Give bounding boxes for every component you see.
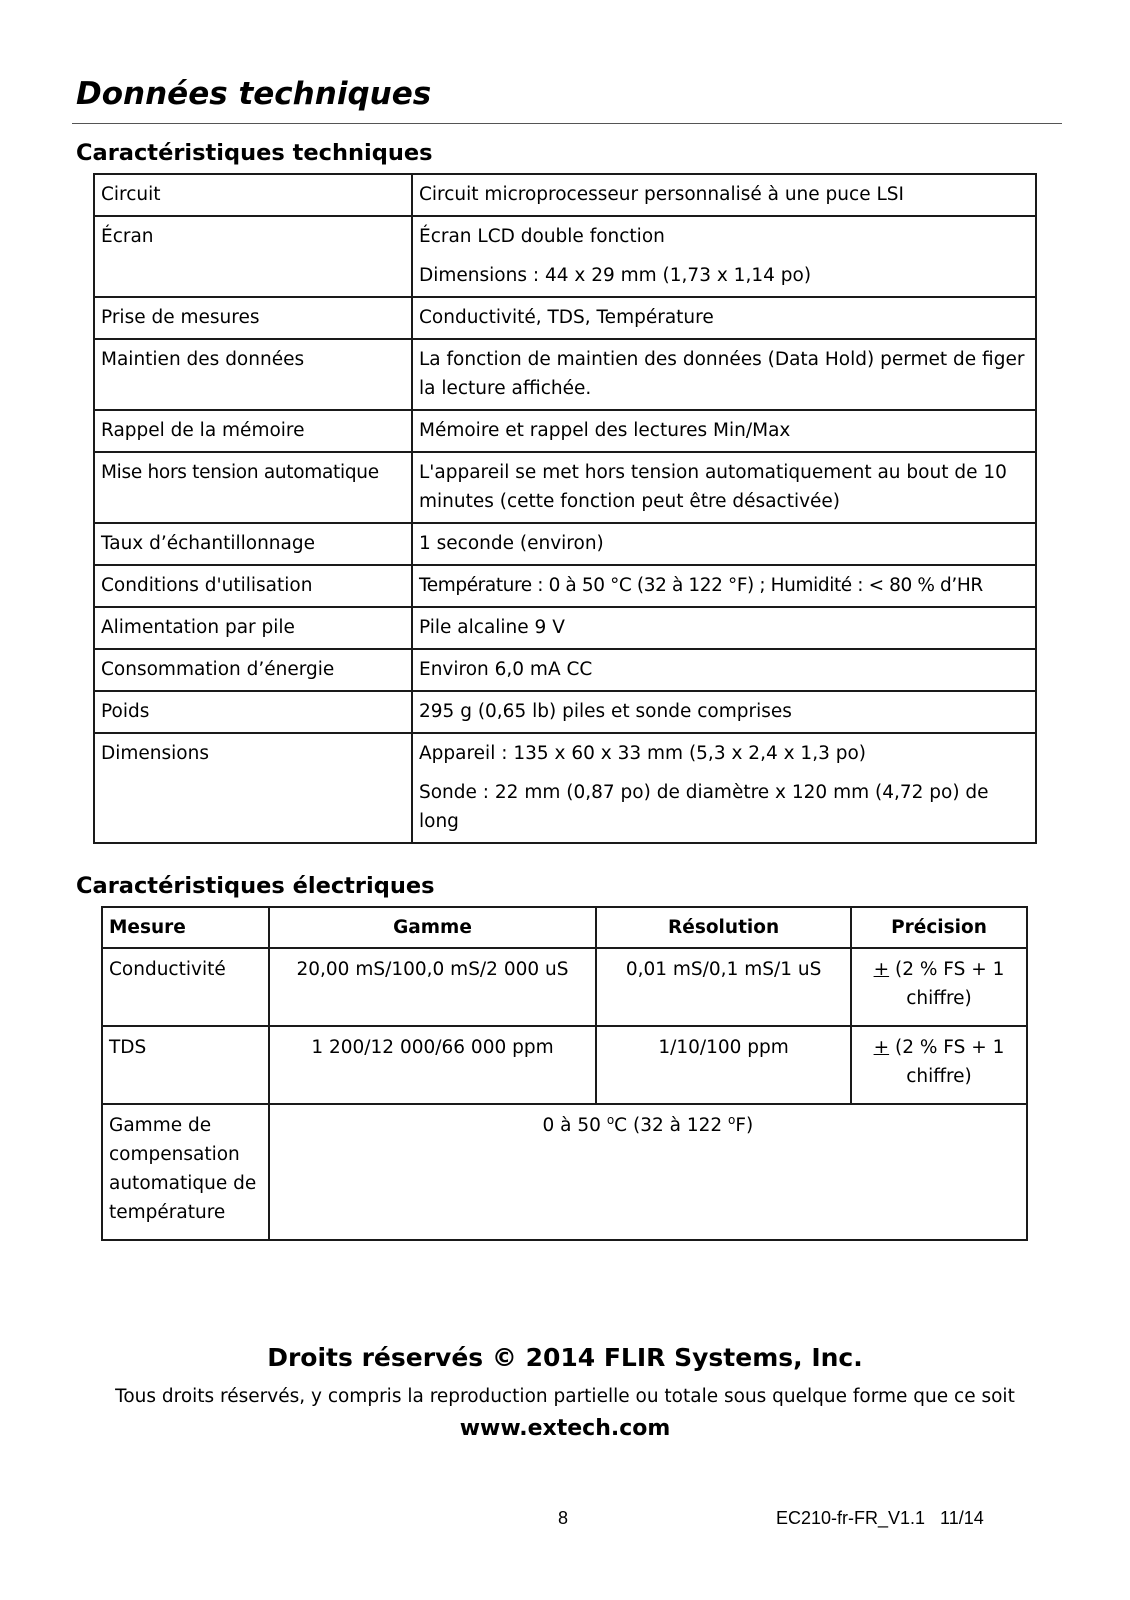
spec-value (412, 649, 1036, 691)
plus-minus-sign: + (873, 1037, 890, 1058)
range-text: C (32 à 122 (614, 1115, 729, 1136)
spec-value-line: L'appareil se met hors tension automatiquement au bout de 10 minutes (cette fonction peut être désactivée) (419, 462, 1007, 512)
spec-label: Écran (94, 216, 412, 297)
spec-value-line: Sonde : 22 mm (0,87 po) de diamètre x 120 mm (4,72 po) de long (419, 782, 989, 832)
precision-text: (2 % FS + 1 chiffre) (889, 1037, 1005, 1087)
spec-label: Mise hors tension automatique (94, 452, 412, 523)
spec-label: Circuit (94, 174, 412, 216)
spec-value (412, 216, 1036, 297)
spec-value (412, 733, 1036, 843)
spec-value-line: Mémoire et rappel des lectures Min/Max (419, 420, 791, 441)
spec-table (93, 173, 1037, 844)
gamme-cell: 1 200/12 000/66 000 ppm (269, 1026, 596, 1104)
website-link[interactable]: www.extech.com (459, 1416, 671, 1441)
table-row (94, 523, 1036, 565)
spec-value-line: Écran LCD double fonction (419, 226, 665, 247)
spec-label: Poids (94, 691, 412, 733)
table-row (94, 565, 1036, 607)
table-row (94, 339, 1036, 410)
document-code: EC210-fr-FR_V1.1 11/14 (776, 1508, 984, 1528)
spec-value (412, 339, 1036, 410)
spec-value (412, 452, 1036, 523)
spec-value-line: La fonction de maintien des données (Data Hold) permet de figer la lecture affichée. (419, 349, 1025, 399)
table-row (94, 607, 1036, 649)
spec-value (412, 297, 1036, 339)
spec-label: Taux d’échantillonnage (94, 523, 412, 565)
spec-label: Alimentation par pile (94, 607, 412, 649)
spec-value (412, 607, 1036, 649)
column-header: Gamme (269, 907, 596, 948)
rights-notice: Tous droits réservés, y compris la reproduction partielle ou totale sous quelque forme que ce soit (115, 1386, 1015, 1407)
spec-label: Consommation d’énergie (94, 649, 412, 691)
spec-value (412, 174, 1036, 216)
table-row (94, 174, 1036, 216)
degree-sign: o (606, 1112, 615, 1127)
resolution-cell: 0,01 mS/0,1 mS/1 uS (596, 948, 851, 1026)
table-row (94, 649, 1036, 691)
table-row (94, 452, 1036, 523)
spec-value-line: 295 g (0,65 lb) piles et sonde comprises (419, 701, 792, 722)
spec-value-line: Circuit microprocesseur personnalisé à une puce LSI (419, 184, 904, 205)
column-header: Précision (851, 907, 1027, 948)
page-number: 8 (558, 1508, 569, 1528)
range-text: F) (735, 1115, 754, 1136)
spec-label: Conditions d'utilisation (94, 565, 412, 607)
degree-sign: o (728, 1112, 736, 1127)
gamme-cell: 20,00 mS/100,0 mS/2 000 uS (269, 948, 596, 1026)
table-row (102, 1104, 1027, 1240)
spec-value (412, 565, 1036, 607)
range-text: 0 à 50 (542, 1115, 607, 1136)
spec-label: Dimensions (94, 733, 412, 843)
table-row (94, 691, 1036, 733)
table-row (94, 216, 1036, 297)
table-row (102, 948, 1027, 1026)
mesure-cell: Gamme de compensation automatique de température (102, 1104, 269, 1240)
spec-value (412, 691, 1036, 733)
table-row (94, 410, 1036, 452)
spec-section-heading: Caractéristiques techniques (76, 140, 433, 166)
spec-label: Maintien des données (94, 339, 412, 410)
column-header: Mesure (102, 907, 269, 948)
column-header: Résolution (596, 907, 851, 948)
precision-cell (851, 1026, 1027, 1104)
spec-value-line: Pile alcaline 9 V (419, 617, 565, 638)
spec-value-line: Appareil : 135 x 60 x 33 mm (5,3 x 2,4 x 1,3 po) (419, 743, 867, 764)
spec-value-line: Température : 0 à 50 °C (32 à 122 °F) ; Humidité : < 80 % d’HR (419, 575, 983, 596)
plus-minus-sign: + (873, 959, 890, 980)
spec-value-line: Dimensions : 44 x 29 mm (1,73 x 1,14 po) (419, 265, 812, 286)
elec-section-heading: Caractéristiques électriques (76, 873, 435, 899)
spec-value-line: Conductivité, TDS, Température (419, 307, 714, 328)
spec-value-line: 1 seconde (environ) (419, 533, 604, 554)
table-row (94, 733, 1036, 843)
spec-value (412, 410, 1036, 452)
spec-label: Rappel de la mémoire (94, 410, 412, 452)
title-divider (72, 123, 1062, 124)
mesure-cell: TDS (102, 1026, 269, 1104)
compensation-range-cell (269, 1104, 1027, 1240)
table-header-row (102, 907, 1027, 948)
spec-value-line: Environ 6,0 mA CC (419, 659, 593, 680)
table-row (102, 1026, 1027, 1104)
table-row (94, 297, 1036, 339)
spec-label: Prise de mesures (94, 297, 412, 339)
resolution-cell: 1/10/100 ppm (596, 1026, 851, 1104)
mesure-cell: Conductivité (102, 948, 269, 1026)
copyright-notice: Droits réservés © 2014 FLIR Systems, Inc. (267, 1343, 863, 1372)
page-title: Données techniques (76, 76, 432, 112)
precision-text: (2 % FS + 1 chiffre) (889, 959, 1005, 1009)
spec-value (412, 523, 1036, 565)
precision-cell (851, 948, 1027, 1026)
electrical-table (101, 906, 1028, 1241)
